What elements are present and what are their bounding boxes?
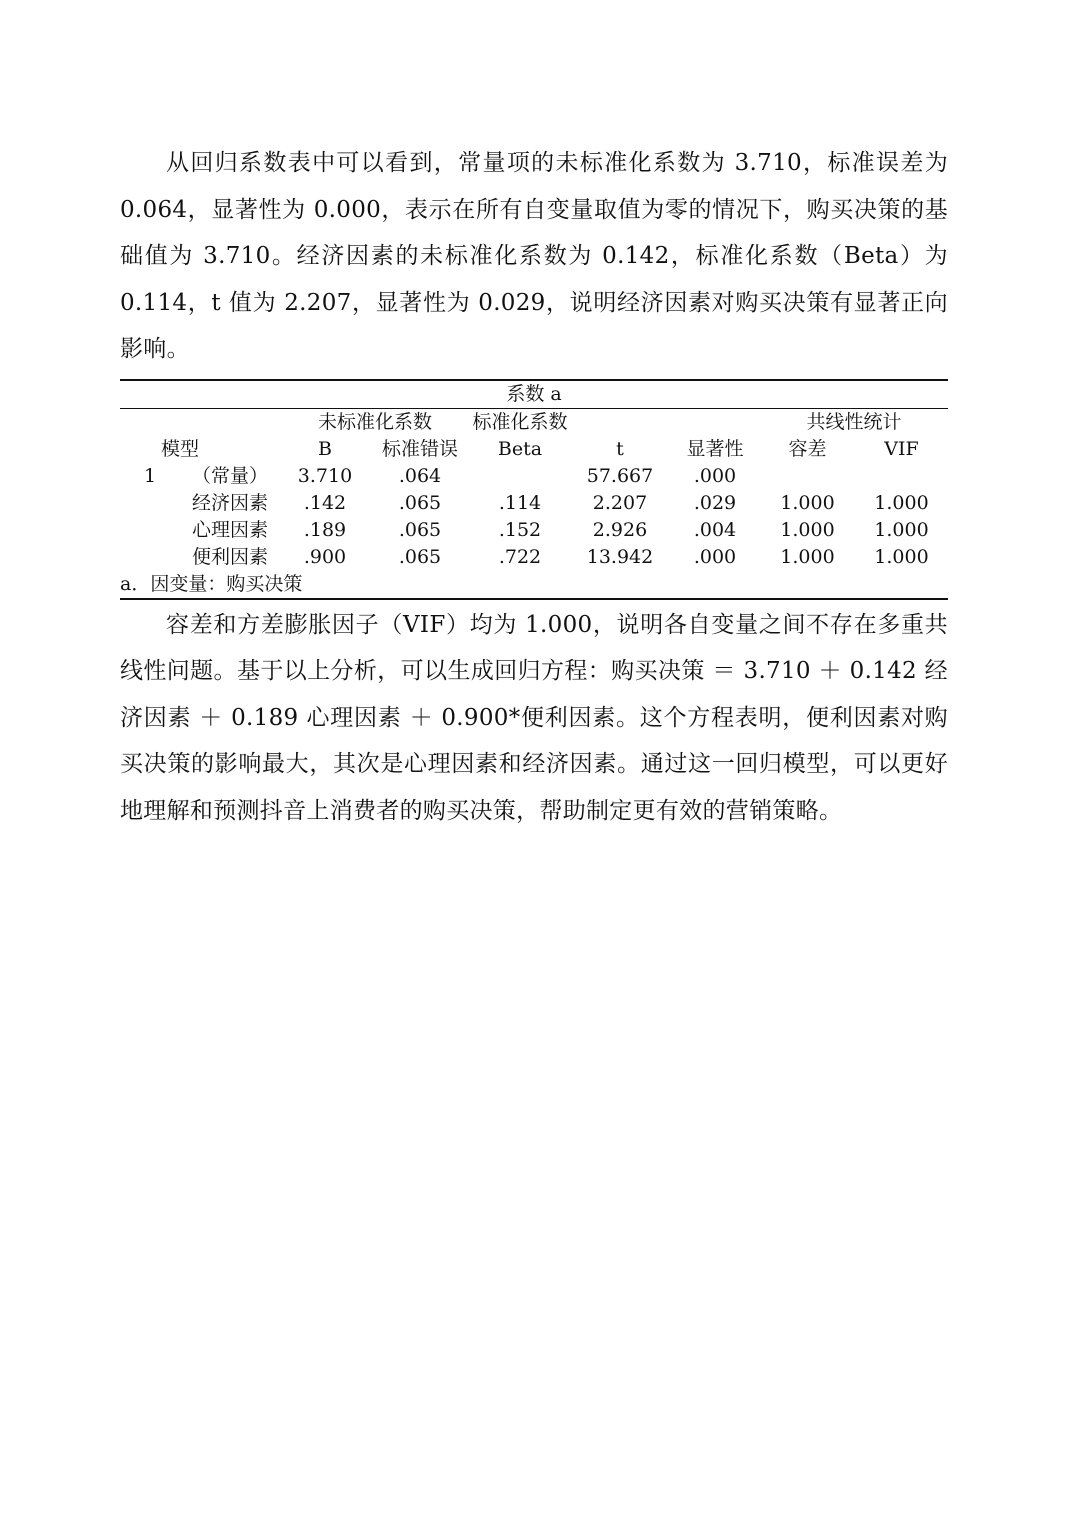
cell-t: 2.926 [592,518,648,541]
cell-sig: .000 [693,545,737,568]
paragraph-regression-equation: 容差和方差膨胀因子（VIF）均为 1.000，说明各自变量之间不存在多重共线性问题。基于以上分析，可以生成回归方程：购买决策 ＝ 3.710 ＋ 0.142 经济因素 ＋ 0.189 心理因素 ＋ 0.900*便利因素。这个方程表明，便利因素对购买决策的影响最大，其次是心理因素和经济因素。通过这一回归模型，可以更好地理解和预测抖音上消费者的购买决策，帮助制定更有效的营销策略。 [120,611,948,824]
table-row [120,463,948,490]
cell-b: .142 [303,491,347,514]
cell-std-error: .065 [398,491,442,514]
table-note: a．因变量：购买决策 [120,571,948,599]
group-header-collinearity: 共线性统计 [760,408,948,436]
cell-std-error: .064 [398,464,442,487]
row-name: （常量） [191,464,268,487]
cell-sig: .000 [693,464,737,487]
document-page [120,140,948,834]
cell-beta: .114 [498,491,542,514]
table-row [120,517,948,544]
column-header-t: t [616,437,624,460]
cell-tolerance: 1.000 [780,491,835,514]
row-name: 便利因素 [191,545,268,568]
group-header-unstandardized: 未标准化系数 [280,408,470,436]
cell-b: 3.710 [297,464,353,487]
cell-tolerance [760,463,855,490]
table-title-row [120,380,948,409]
cell-beta: .722 [498,545,542,568]
cell-std-error: .065 [398,518,442,541]
row-name: 心理因素 [191,518,268,541]
paragraph-coefficient-intro: 从回归系数表中可以看到，常量项的未标准化系数为 3.710，标准误差为 0.064，显著性为 0.000，表示在所有自变量取值为零的情况下，购买决策的基础值为 3.710。经济因素的未标准化系数为 0.142，标准化系数（Beta）为 0.114，t 值为 2.207，显著性为 0.029，说明经济因素对购买决策有显著正向影响。 [120,150,948,362]
table-title: 系数 a [120,380,948,409]
cell-b: .189 [303,518,347,541]
cell-beta: .152 [498,518,542,541]
table-note-row [120,571,948,599]
group-header-row [120,408,948,436]
cell-vif [855,463,948,490]
cell-t: 57.667 [586,464,654,487]
coefficients-table-wrapper [120,379,948,600]
column-header-sig: 显著性 [686,437,744,460]
cell-vif: 1.000 [874,545,929,568]
cell-vif: 1.000 [874,518,929,541]
cell-tolerance: 1.000 [780,518,835,541]
column-header-b: B [318,437,332,460]
column-header-std-error: 标准错误 [381,437,458,460]
table-row [120,544,948,571]
cell-sig: .004 [693,518,737,541]
cell-t: 2.207 [592,491,648,514]
column-header-beta: Beta [497,437,543,460]
column-header-model: 模型 [160,437,199,460]
column-header-tolerance: 容差 [788,437,827,460]
cell-std-error: .065 [398,545,442,568]
cell-b: .900 [303,545,347,568]
table-row [120,490,948,517]
coefficients-table [120,379,948,600]
column-header-vif: VIF [884,437,919,460]
cell-tolerance: 1.000 [780,545,835,568]
row-name: 经济因素 [191,491,268,514]
column-header-row [120,436,948,463]
cell-vif: 1.000 [874,491,929,514]
cell-t: 13.942 [586,545,654,568]
group-header-standardized: 标准化系数 [470,408,570,436]
model-number: 1 [143,464,157,487]
cell-beta [470,463,570,490]
cell-sig: .029 [693,491,737,514]
